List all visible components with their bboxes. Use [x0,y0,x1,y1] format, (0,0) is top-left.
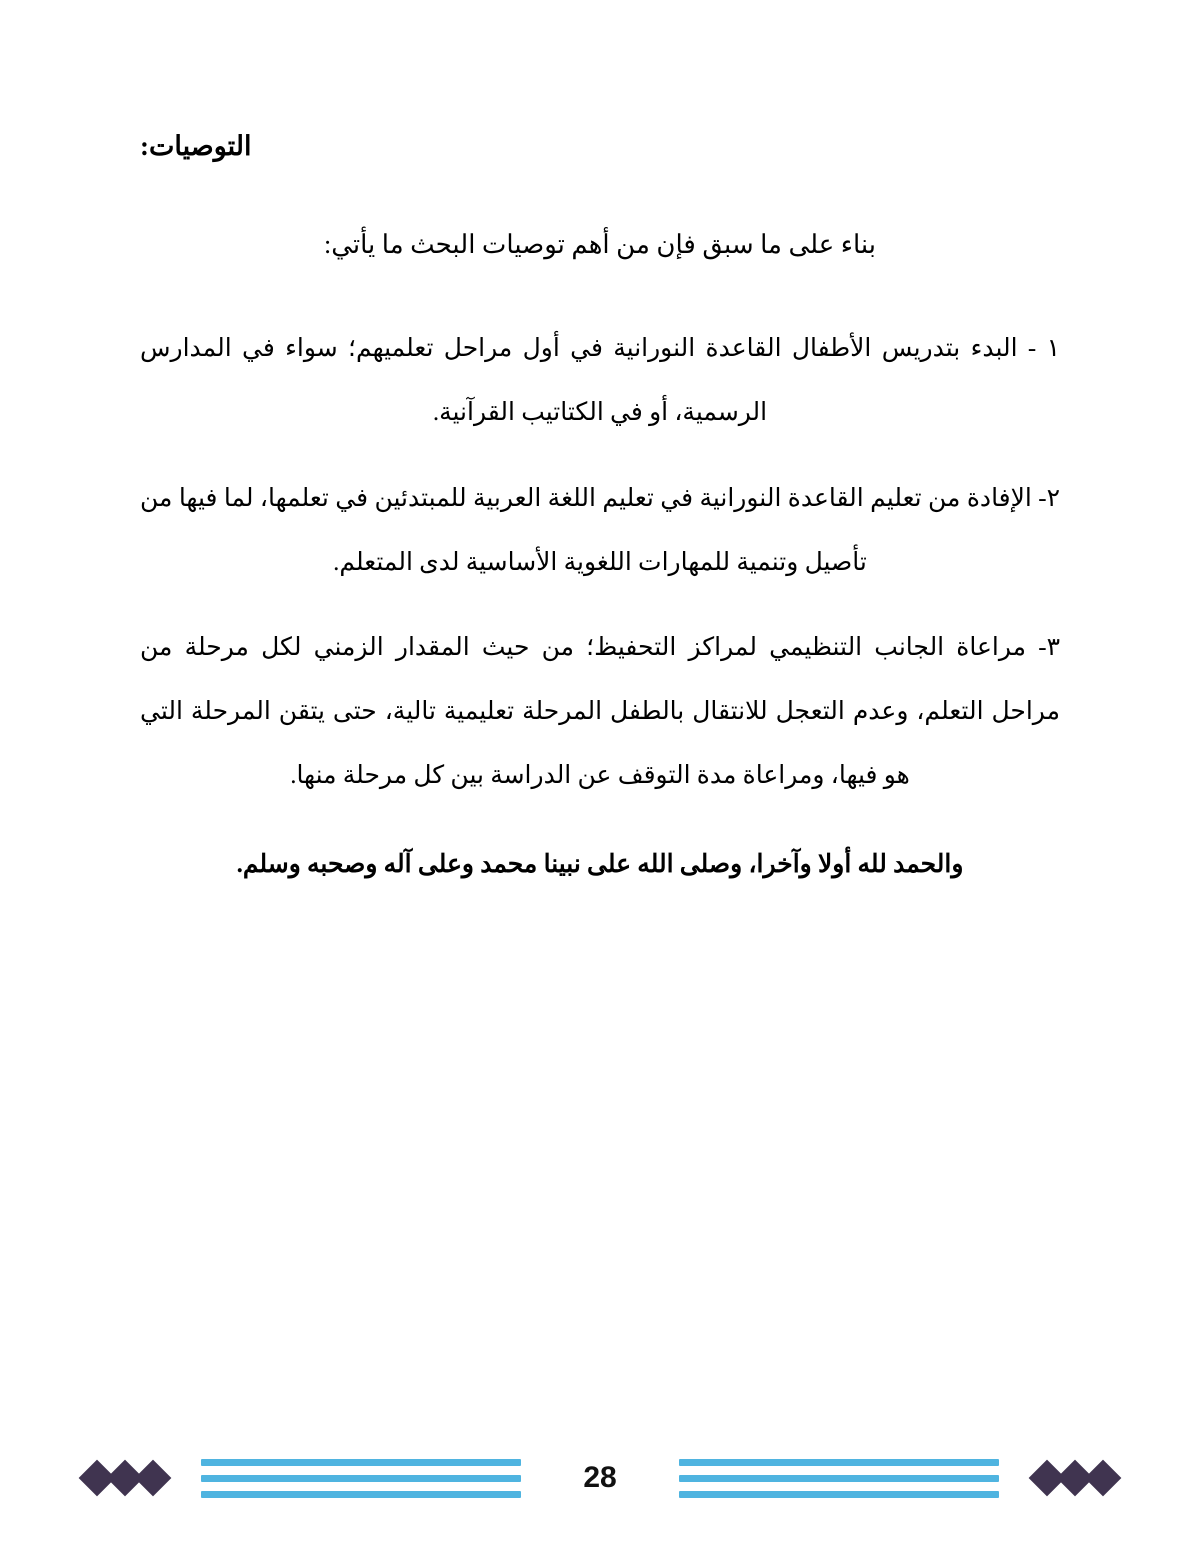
footer-diamonds-right [1033,1465,1117,1491]
diamond-icon [135,1460,172,1497]
rule-line [201,1491,521,1498]
diamond-icon [1085,1460,1122,1497]
page-title: التوصيات: [140,131,252,161]
recommendation-item-3: ٣- مراعاة الجانب التنظيمي لمراكز التحفيظ؛ من حيث المقدار الزمني لكل مرحلة من مراحل التعلم، وعدم التعجل للانتقال بالطفل المرحلة تعليمية تالية، حتى يتقن المرحلة التي هو فيها، ومراعاة مدة التوقف عن الدراسة بين كل مرحلة منها. [140,634,1060,789]
rule-line [201,1475,521,1482]
page-number: 28 [583,1461,617,1494]
rule-line [679,1459,999,1466]
footer-rules-left [201,1459,521,1498]
rule-line [679,1475,999,1482]
recommendation-item-1: ١ - البدء بتدريس الأطفال القاعدة النورانية في أول مراحل تعلميهم؛ سواء في المدارس الرسمية، أو في الكتاتيب القرآنية. [140,335,1060,427]
footer-rules-right [679,1459,999,1498]
rule-line [679,1491,999,1498]
closing-phrase: والحمد لله أولا وآخرا، وصلى الله على نبينا محمد وعلى آله وصحبه وسلم. [236,850,964,878]
page-footer [0,1443,1200,1513]
rule-line [201,1459,521,1466]
recommendation-item-2: ٢- الإفادة من تعليم القاعدة النورانية في تعليم اللغة العربية للمبتدئين في تعلمها، لما فيها من تأصيل وتنمية للمهارات اللغوية الأساسية لدى المتعلم. [140,484,1060,576]
document-body [140,128,1060,887]
footer-diamonds-left [83,1465,167,1491]
intro-paragraph: بناء على ما سبق فإن من أهم توصيات البحث ما يأتي: [323,229,877,259]
